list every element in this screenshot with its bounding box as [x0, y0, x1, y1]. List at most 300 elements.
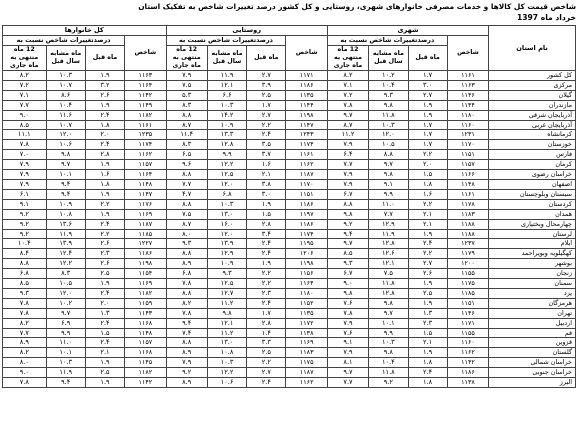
rural-twelve-months-cell: ۷.۸	[166, 308, 207, 318]
table-row	[3, 219, 576, 229]
urban-index-cell: ۱۱۴۴	[447, 100, 488, 110]
province-cell: سیستان وبلوچستان	[489, 189, 576, 199]
total-12-month-header: 12 ماه منتهی به ماه جاری	[3, 46, 47, 71]
urban-twelve-months-cell: ۸.۱	[327, 358, 368, 368]
urban-twelve-months-cell: ۱۱.۲	[327, 130, 368, 140]
urban-prev-month-cell: ۱.۹	[408, 348, 447, 358]
rural-index-cell: ۱۱۶۴	[286, 279, 327, 289]
urban-twelve-months-cell: ۷.۱	[327, 80, 368, 90]
rural-prev-month-cell: ۱.۷	[247, 308, 286, 318]
urban-twelve-months-cell: ۷.۹	[327, 348, 368, 358]
table-row	[3, 130, 576, 140]
total-same-month-prev-year-cell: ۱۰.۳	[46, 358, 85, 368]
rural-twelve-months-cell: ۶.۵	[166, 150, 207, 160]
table-row	[3, 348, 576, 358]
urban-same-month-prev-year-cell: ۱۲.۸	[369, 239, 408, 249]
urban-prev-month-cell: ۲.۱	[408, 209, 447, 219]
total-index-cell: ۱۱۸۲	[125, 288, 166, 298]
total-prev-month-cell: ۱.۹	[85, 160, 124, 170]
total-twelve-months-cell: ۸.۲	[3, 71, 47, 81]
rural-same-month-prev-year-cell: ۱۳.۹	[207, 239, 246, 249]
urban-same-month-prev-year-cell: ۹.۸	[369, 348, 408, 358]
total-prev-month-cell: ۲.۱	[85, 348, 124, 358]
total-same-month-prev-year-cell: ۱۰.۲	[46, 298, 85, 308]
rural-change-header: درصدتغییرات شاخص نسبت به	[166, 36, 286, 46]
urban-index-cell: ۱۱۸۸	[447, 229, 488, 239]
urban-same-month-prev-year-cell: ۹.۷	[369, 308, 408, 318]
total-prev-month-cell: ۱.۶	[85, 170, 124, 180]
table-row	[3, 259, 576, 269]
rural-twelve-months-cell: ۸.۸	[166, 110, 207, 120]
total-same-month-prev-year-cell: ۱۰.۵	[46, 279, 85, 289]
total-twelve-months-cell: ۸.۰	[3, 358, 47, 368]
total-same-month-prev-year-cell: ۱۱.۹	[46, 229, 85, 239]
rural-same-month-prev-year-cell: ۱۳.۰	[207, 209, 246, 219]
rural-prev-month-cell: ۳.۸	[247, 179, 286, 189]
total-same-month-prev-year-cell: ۱۱.۹	[46, 368, 85, 378]
province-cell: خراسان شمالی	[489, 358, 576, 368]
total-same-month-prev-year-cell: ۱۲.۰	[46, 288, 85, 298]
urban-twelve-months-cell: ۷.۷	[327, 378, 368, 388]
table-row	[3, 298, 576, 308]
total-twelve-months-cell: ۷.۹	[3, 179, 47, 189]
province-cell: چهارمحال وبختیاری	[489, 219, 576, 229]
table-row	[3, 288, 576, 298]
rural-twelve-months-cell: ۷.۹	[166, 358, 207, 368]
rural-same-month-prev-year-cell: ۱۱.۹	[207, 71, 246, 81]
total-prev-month-cell: ۲.۴	[85, 110, 124, 120]
urban-prev-month-cell: ۱.۸	[408, 179, 447, 189]
total-prev-month-cell: ۲.۲	[85, 229, 124, 239]
total-same-month-prev-year-cell: ۹.۷	[46, 308, 85, 318]
rural-index-cell: ۱۱۹۸	[286, 110, 327, 120]
urban-twelve-months-cell: ۶.۴	[327, 150, 368, 160]
rural-prev-month-header: ماه قبل	[247, 46, 286, 71]
total-same-month-prev-year-cell: ۱۱.۰	[46, 338, 85, 348]
total-same-month-prev-year-cell: ۸.۶	[46, 90, 85, 100]
rural-same-month-prev-year-cell: ۱۳.۳	[207, 130, 246, 140]
rural-index-cell: ۱۱۳۵	[286, 308, 327, 318]
urban-same-month-header: ماه مشابه سال قبل	[369, 46, 408, 71]
rural-prev-month-cell: ۲.۷	[247, 110, 286, 120]
rural-index-cell: ۱۱۴۴	[286, 100, 327, 110]
rural-index-cell: ۱۱۳۵	[286, 90, 327, 100]
urban-twelve-months-cell: ۸.۵	[327, 249, 368, 259]
urban-prev-month-cell: ۱.۵	[408, 170, 447, 180]
total-prev-month-cell: ۱.۸	[85, 179, 124, 189]
province-cell: کرمان	[489, 160, 576, 170]
rural-12-month-header: 12 ماه منتهی به ماه جاری	[166, 46, 207, 71]
table-row	[3, 279, 576, 289]
urban-same-month-prev-year-cell: ۱۱.۸	[369, 110, 408, 120]
urban-prev-month-cell: ۱.۹	[408, 279, 447, 289]
total-twelve-months-cell: ۱۱.۱	[3, 130, 47, 140]
total-change-header: درصدتغییرات شاخص نسبت به	[3, 36, 125, 46]
urban-prev-month-cell: ۲.۰	[408, 160, 447, 170]
urban-prev-month-cell: ۲.۱	[408, 219, 447, 229]
urban-same-month-prev-year-cell: ۷.۷	[369, 209, 408, 219]
rural-prev-month-cell: ۱.۶	[247, 160, 286, 170]
province-cell: آذربایجان غربی	[489, 120, 576, 130]
rural-index-cell: ۱۱۶۹	[286, 338, 327, 348]
total-twelve-months-cell: ۹.۲	[3, 209, 47, 219]
table-row	[3, 150, 576, 160]
total-prev-month-cell: ۱.۹	[85, 209, 124, 219]
total-twelve-months-cell: ۷.۸	[3, 308, 47, 318]
rural-twelve-months-cell: ۷.۵	[166, 80, 207, 90]
urban-prev-month-cell: ۱.۷	[408, 130, 447, 140]
table-row	[3, 378, 576, 388]
rural-prev-month-cell: ۲.۴	[247, 130, 286, 140]
urban-prev-month-cell: ۱.۶	[408, 189, 447, 199]
total-twelve-months-cell: ۶.۸	[3, 269, 47, 279]
table-row	[3, 318, 576, 328]
province-cell: قزوین	[489, 338, 576, 348]
urban-same-month-prev-year-cell: ۱۰.۴	[369, 80, 408, 90]
urban-prev-month-cell: ۲.۴	[408, 239, 447, 249]
province-cell: خوزستان	[489, 140, 576, 150]
total-prev-month-cell: ۱.۹	[85, 378, 124, 388]
table-row	[3, 90, 576, 100]
rural-twelve-months-cell: ۸.۸	[166, 249, 207, 259]
total-index-cell: ۱۱۸۲	[125, 110, 166, 120]
province-cell: یزد	[489, 288, 576, 298]
rural-same-month-prev-year-cell: ۱۲.۷	[207, 288, 246, 298]
total-index-cell: ۱۱۴۳	[125, 308, 166, 318]
urban-same-month-prev-year-cell: ۱۰.۳	[369, 338, 408, 348]
rural-prev-month-cell: ۱.۹	[247, 259, 286, 269]
total-index-cell: ۱۱۷۶	[125, 199, 166, 209]
rural-index-cell: ۱۱۸۷	[286, 170, 327, 180]
urban-index-cell: ۱۱۵۷	[447, 160, 488, 170]
rural-same-month-prev-year-cell: ۱۲.۲	[207, 368, 246, 378]
rural-prev-month-cell: ۲.۴	[247, 249, 286, 259]
urban-prev-month-cell: ۲.۲	[408, 150, 447, 160]
total-same-month-prev-year-cell: ۱۰.۷	[46, 120, 85, 130]
urban-twelve-months-cell: ۹.۷	[327, 368, 368, 378]
rural-prev-month-cell: ۲.۲	[247, 279, 286, 289]
total-index-header: شاخص	[125, 36, 166, 71]
urban-index-cell: ۱۱۶۰	[447, 338, 488, 348]
urban-twelve-months-cell: ۷.۷	[327, 160, 368, 170]
urban-index-cell: ۱۲۳۷	[447, 239, 488, 249]
province-cell: خراسان رضوی	[489, 170, 576, 180]
province-cell: هرمزگان	[489, 298, 576, 308]
urban-same-month-prev-year-cell: ۹.۱	[369, 179, 408, 189]
document-subtitle: خرداد ماه 1397	[516, 13, 576, 22]
urban-index-cell: ۱۱۶۲	[447, 348, 488, 358]
table-row	[3, 209, 576, 219]
total-prev-month-cell: ۱.۵	[85, 328, 124, 338]
total-same-month-prev-year-cell: ۱۰.۳	[46, 71, 85, 81]
rural-prev-month-cell: ۳.۰	[247, 189, 286, 199]
total-prev-month-cell: ۲.۸	[85, 150, 124, 160]
urban-index-header: شاخص	[447, 36, 488, 71]
total-same-month-prev-year-cell: ۱۲.۴	[46, 249, 85, 259]
province-cell: کهگیلویه وبویراحمد	[489, 249, 576, 259]
total-prev-month-cell: ۲.۶	[85, 239, 124, 249]
total-same-month-prev-year-cell: ۱۰.۹	[46, 199, 85, 209]
rural-index-cell: ۱۱۷۵	[286, 358, 327, 368]
urban-index-cell: ۱۱۷۵	[447, 279, 488, 289]
total-prev-month-cell: ۲.۰	[85, 298, 124, 308]
province-cell: کردستان	[489, 199, 576, 209]
total-same-month-prev-year-cell: ۱۳.۶	[46, 219, 85, 229]
total-index-cell: ۱۱۴۷	[125, 189, 166, 199]
total-twelve-months-cell: ۷.۷	[3, 100, 47, 110]
rural-prev-month-cell: ۲.۲	[247, 269, 286, 279]
province-cell: زنجان	[489, 269, 576, 279]
province-cell: کرمانشاه	[489, 130, 576, 140]
urban-same-month-prev-year-cell: ۱۱.۰	[369, 199, 408, 209]
total-twelve-months-cell: ۸.۵	[3, 279, 47, 289]
total-twelve-months-cell: ۹.۰	[3, 110, 47, 120]
rural-prev-month-cell: ۲.۵	[247, 90, 286, 100]
total-index-cell: ۱۱۶۸	[125, 318, 166, 328]
rural-same-month-prev-year-cell: ۱۳.۰	[207, 338, 246, 348]
rural-prev-month-cell: ۳.۵	[247, 140, 286, 150]
urban-index-cell: ۱۱۴۶	[447, 308, 488, 318]
total-prev-month-cell: ۲.۳	[85, 249, 124, 259]
total-index-cell: ۱۱۶۴	[125, 80, 166, 90]
total-same-month-header: ماه مشابه سال قبل	[46, 46, 85, 71]
urban-prev-month-cell: ۱.۸	[408, 378, 447, 388]
rural-prev-month-cell: ۳.۹	[247, 80, 286, 90]
rural-same-month-prev-year-cell: ۶.۶	[207, 90, 246, 100]
urban-index-cell: ۱۱۷۱	[447, 318, 488, 328]
table-row	[3, 80, 576, 90]
rural-twelve-months-cell: ۹.۴	[166, 318, 207, 328]
rural-twelve-months-cell: ۸.۷	[166, 219, 207, 229]
rural-index-cell: ۱۱۸۰	[286, 288, 327, 298]
rural-same-month-prev-year-cell: ۱۲.۰	[207, 229, 246, 239]
total-same-month-prev-year-cell: ۶.۹	[46, 318, 85, 328]
rural-twelve-months-cell: ۸.۹	[166, 259, 207, 269]
rural-same-month-prev-year-cell: ۱۲.۱	[207, 80, 246, 90]
total-twelve-months-cell: ۶.۱	[3, 189, 47, 199]
total-twelve-months-cell: ۷.۷	[3, 328, 47, 338]
urban-same-month-prev-year-cell: ۱۰.۱	[369, 318, 408, 328]
rural-twelve-months-cell: ۱۱.۴	[166, 130, 207, 140]
total-twelve-months-cell: ۹.۰	[3, 368, 47, 378]
total-same-month-prev-year-cell: ۱۳.۹	[46, 239, 85, 249]
rural-twelve-months-cell: ۷.۴	[166, 328, 207, 338]
rural-same-month-prev-year-cell: ۱۱.۲	[207, 298, 246, 308]
rural-twelve-months-cell: ۷.۷	[166, 179, 207, 189]
rural-index-cell: ۱۱۸۳	[286, 348, 327, 358]
total-twelve-months-cell: ۹.۳	[3, 288, 47, 298]
rural-index-cell: ۱۱۷۴	[286, 140, 327, 150]
rural-prev-month-cell: ۳.۴	[247, 229, 286, 239]
rural-index-cell: ۱۱۵۱	[286, 189, 327, 199]
table-row	[3, 170, 576, 180]
urban-same-month-prev-year-cell: ۸.۸	[369, 150, 408, 160]
urban-same-month-prev-year-cell: ۱۲.۱	[369, 259, 408, 269]
total-prev-month-cell: ۱.۹	[85, 189, 124, 199]
rural-prev-month-cell: ۳.۳	[247, 338, 286, 348]
urban-index-cell: ۱۱۸۸	[447, 219, 488, 229]
total-index-cell: ۱۱۵۷	[125, 160, 166, 170]
rural-prev-month-cell: ۱.۵	[247, 209, 286, 219]
total-same-month-prev-year-cell: ۹.۷	[46, 160, 85, 170]
urban-prev-month-cell: ۲.۶	[408, 269, 447, 279]
total-same-month-prev-year-cell: ۱۰.۶	[46, 140, 85, 150]
rural-prev-month-cell: ۱.۹	[247, 199, 286, 209]
urban-prev-month-cell: ۱.۷	[408, 120, 447, 130]
rural-prev-month-cell: ۱.۷	[247, 100, 286, 110]
total-same-month-prev-year-cell: ۱۱.۶	[46, 110, 85, 120]
table-row	[3, 140, 576, 150]
urban-same-month-prev-year-cell: ۱۰.۴	[369, 358, 408, 368]
table-row	[3, 189, 576, 199]
total-same-month-prev-year-cell: ۱۰.۱	[46, 170, 85, 180]
rural-index-cell: ۱۱۴۷	[286, 120, 327, 130]
total-index-cell: ۱۱۴۲	[125, 90, 166, 100]
total-twelve-months-cell: ۸.۵	[3, 120, 47, 130]
total-twelve-months-cell: ۷.۹	[3, 170, 47, 180]
rural-same-month-prev-year-cell: ۶.۸	[207, 189, 246, 199]
rural-index-cell: ۱۱۵۲	[286, 298, 327, 308]
province-cell: قم	[489, 328, 576, 338]
total-twelve-months-cell: ۹.۲	[3, 229, 47, 239]
rural-prev-month-cell: ۲.۴	[247, 298, 286, 308]
urban-prev-month-header: ماه قبل	[408, 46, 447, 71]
urban-index-cell: ۱۱۳۸	[447, 378, 488, 388]
urban-twelve-months-cell: ۶.۷	[327, 269, 368, 279]
rural-same-month-prev-year-cell: ۹.۹	[207, 150, 246, 160]
urban-twelve-months-cell: ۷.۹	[327, 140, 368, 150]
urban-prev-month-cell: ۲.۴	[408, 368, 447, 378]
province-cell: ایلام	[489, 239, 576, 249]
urban-prev-month-cell: ۲.۲	[408, 199, 447, 209]
rural-index-cell: ۱۱۸۷	[286, 368, 327, 378]
province-cell: کل کشور	[489, 71, 576, 81]
total-prev-month-cell: ۲.۲	[85, 199, 124, 209]
table-row	[3, 179, 576, 189]
table-row	[3, 368, 576, 378]
rural-same-month-prev-year-cell: ۱۶.۰	[207, 219, 246, 229]
rural-prev-month-cell: ۲.۴	[247, 378, 286, 388]
urban-prev-month-cell: ۱.۹	[408, 229, 447, 239]
rural-index-cell: ۱۱۶۲	[286, 160, 327, 170]
urban-twelve-months-cell: ۷.۹	[327, 179, 368, 189]
table-row	[3, 229, 576, 239]
urban-index-cell: ۱۱۵۱	[447, 150, 488, 160]
urban-prev-month-cell: ۱.۵	[408, 328, 447, 338]
rural-prev-month-cell: ۲.۷	[247, 71, 286, 81]
rural-twelve-months-cell: ۸.۷	[166, 120, 207, 130]
province-cell: گیلان	[489, 90, 576, 100]
total-index-cell: ۱۱۶۸	[125, 348, 166, 358]
rural-prev-month-cell: ۲.۷	[247, 368, 286, 378]
rural-same-month-prev-year-cell: ۱۲.۰	[207, 179, 246, 189]
urban-twelve-months-cell: ۹.۷	[327, 239, 368, 249]
total-index-cell: ۱۱۴۸	[125, 179, 166, 189]
rural-prev-month-cell: ۲.۸	[247, 219, 286, 229]
table-row	[3, 358, 576, 368]
urban-index-cell: ۱۲۳۱	[447, 130, 488, 140]
urban-prev-month-cell: ۱.۷	[408, 71, 447, 81]
rural-same-month-prev-year-cell: ۱۲.۲	[207, 160, 246, 170]
urban-prev-month-cell: ۱.۹	[408, 298, 447, 308]
province-header: نام استان	[489, 26, 576, 71]
urban-twelve-months-cell: ۹.۸	[327, 288, 368, 298]
province-cell: اصفهان	[489, 179, 576, 189]
urban-index-cell: ۱۱۴۸	[447, 179, 488, 189]
urban-same-month-prev-year-cell: ۷.۵	[369, 269, 408, 279]
urban-same-month-prev-year-cell: ۱۲.۸	[369, 288, 408, 298]
total-same-month-prev-year-cell: ۹.۹	[46, 328, 85, 338]
rural-index-cell: ۱۱۸۶	[286, 219, 327, 229]
urban-same-month-prev-year-cell: ۹.۸	[369, 100, 408, 110]
rural-index-cell: ۱۲۴۳	[286, 130, 327, 140]
rural-index-cell: ۱۱۸۶	[286, 199, 327, 209]
rural-twelve-months-cell: ۸.۸	[166, 199, 207, 209]
table-row	[3, 160, 576, 170]
rural-twelve-months-cell: ۹.۳	[166, 239, 207, 249]
rural-index-cell: ۱۲۰۶	[286, 249, 327, 259]
urban-group-header: شهری	[327, 26, 488, 36]
urban-same-month-prev-year-cell: ۱۲.۹	[369, 219, 408, 229]
rural-same-month-prev-year-cell: ۱۰.۳	[207, 199, 246, 209]
total-same-month-prev-year-cell: ۹.۸	[46, 150, 85, 160]
total-prev-month-cell: ۱.۹	[85, 358, 124, 368]
total-prev-month-cell: ۱.۹	[85, 71, 124, 81]
total-group-header: کل خانوارها	[3, 26, 167, 36]
province-cell: البرز	[489, 378, 576, 388]
urban-index-cell: ۱۱۶۱	[447, 71, 488, 81]
total-same-month-prev-year-cell: ۱۰.۸	[46, 209, 85, 219]
rural-index-cell: ۱۱۷۱	[286, 71, 327, 81]
total-twelve-months-cell: ۱۰.۴	[3, 239, 47, 249]
total-index-cell: ۱۱۸۷	[125, 219, 166, 229]
total-index-cell: ۱۱۶۳	[125, 71, 166, 81]
total-prev-month-cell: ۱.۸	[85, 120, 124, 130]
table-row	[3, 71, 576, 81]
rural-twelve-months-cell: ۸.۳	[166, 100, 207, 110]
rural-prev-month-cell: ۲.۱	[247, 170, 286, 180]
total-index-cell: ۱۱۵۷	[125, 338, 166, 348]
rural-index-cell: ۱۱۳۸	[286, 328, 327, 338]
total-same-month-prev-year-cell: ۹.۴	[46, 179, 85, 189]
table-row	[3, 269, 576, 279]
province-cell: گلستان	[489, 348, 576, 358]
urban-prev-month-cell: ۱.۷	[408, 140, 447, 150]
rural-twelve-months-cell: ۹.۶	[166, 160, 207, 170]
rural-same-month-prev-year-cell: ۱۰.۳	[207, 100, 246, 110]
province-cell: آذربایجان شرقی	[489, 110, 576, 120]
rural-twelve-months-cell: ۸.۹	[166, 378, 207, 388]
document-title: شاخص قیمت کل کالاها و خدمات مصرفی خانوارهای شهری، روستایی و کل کشور درصد تغییرات شاخص به تفکیک استان	[138, 2, 576, 11]
table-body	[3, 71, 576, 388]
total-index-cell: ۱۱۸۶	[125, 249, 166, 259]
total-index-cell: ۱۱۷۴	[125, 140, 166, 150]
total-twelve-months-cell: ۸.۹	[3, 338, 47, 348]
total-same-month-prev-year-cell: ۸.۳	[46, 269, 85, 279]
rural-twelve-months-cell: ۸.۸	[166, 170, 207, 180]
urban-same-month-prev-year-cell: ۹.۹	[369, 189, 408, 199]
rural-same-month-prev-year-cell: ۱۲.۵	[207, 279, 246, 289]
total-twelve-months-cell: ۸.۲	[3, 348, 47, 358]
urban-same-month-prev-year-cell: ۹.۳	[369, 90, 408, 100]
urban-twelve-months-cell: ۹.۲	[327, 219, 368, 229]
table-row	[3, 338, 576, 348]
province-cell: لرستان	[489, 229, 576, 239]
rural-same-month-prev-year-cell: ۹.۸	[207, 308, 246, 318]
urban-twelve-months-cell: ۹.۱	[327, 338, 368, 348]
urban-index-cell: ۱۱۸۵	[447, 288, 488, 298]
total-index-cell: ۱۱۴۸	[125, 328, 166, 338]
